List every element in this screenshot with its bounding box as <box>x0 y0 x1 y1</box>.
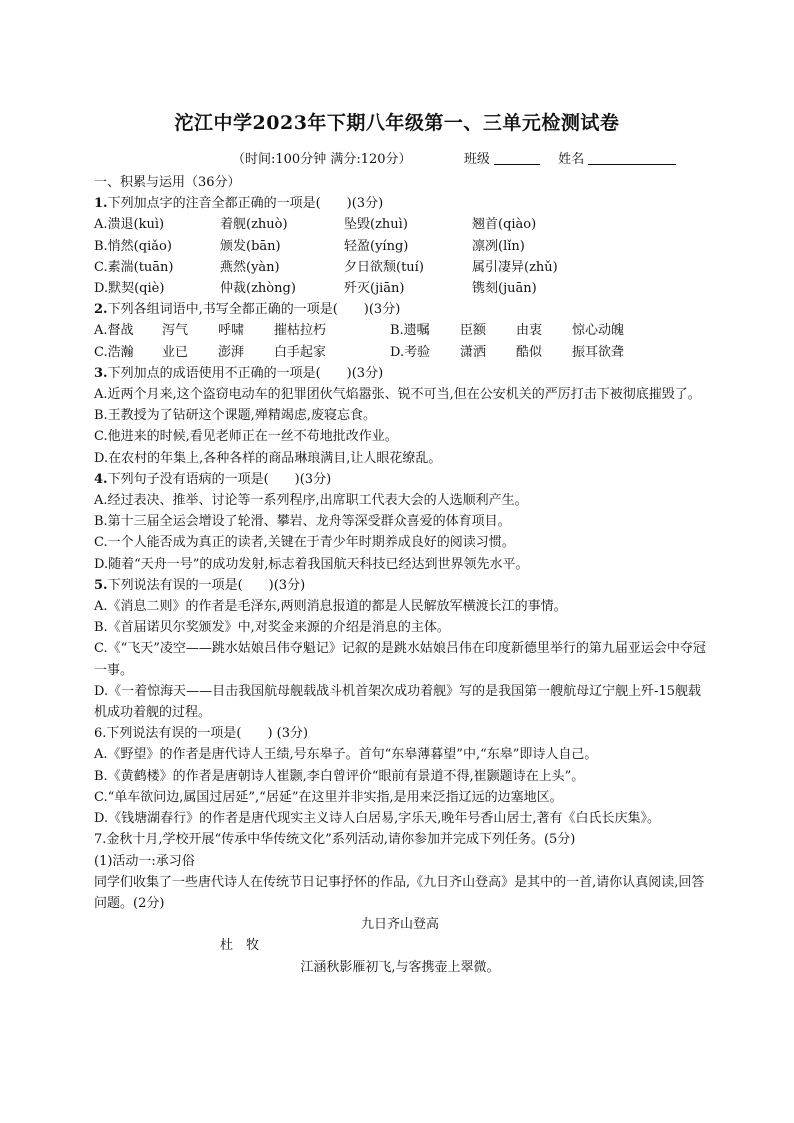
question-7-intro: 同学们收集了一些唐代诗人在传统节日记事抒怀的作品,《九日齐山登高》是其中的一首,请你认真阅读,回答问题。(2分) <box>94 874 705 911</box>
question-3-option-d: D.在农村的年集上,各种各样的商品琳琅满目,让人眼花缭乱。 <box>94 450 442 466</box>
question-1-option-row <box>94 278 706 299</box>
question-4-option-d: D.随着“天舟一号”的成功发射,标志着我国航天科技已经达到世界领先水平。 <box>94 556 529 572</box>
option-cell: 夕日欲颓(tuí) <box>344 259 424 275</box>
question-2-option-row <box>94 342 706 363</box>
name-blank[interactable] <box>588 151 676 165</box>
question-4-option-b: B.第十三届全运会增设了轮滑、攀岩、龙舟等深受群众喜爱的体育项目。 <box>94 514 511 530</box>
question-6-option-d: D.《钱塘湖春行》的作者是唐代现实主义诗人白居易,字乐天,晚年号香山居士,著有《白氏长庆集》。 <box>94 811 660 827</box>
exam-title: 沱江中学2023年下期八年级第一、三单元检测试卷 <box>174 112 620 134</box>
exam-info <box>232 148 676 167</box>
option-cell: 属引凄异(zhǔ) <box>472 259 558 275</box>
poem-line: 江涵秋影雁初飞,与客携壶上翠微。 <box>300 959 500 975</box>
option-cell: B.悄然(qiǎo) <box>94 238 172 254</box>
option-cell: 歼灭(jiān) <box>344 281 405 297</box>
option-cell: 颁发(bān) <box>220 238 281 254</box>
word-cell: 由衷 <box>516 323 543 339</box>
question-1-option-row <box>94 257 706 278</box>
question-5-option-c: C.《“飞天”凌空——跳水姑娘吕伟夺魁记》记叙的是跳水姑娘吕伟在印度新德里举行的第九届亚运会中夺冠一事。 <box>94 641 706 678</box>
question-1-option-row <box>94 236 706 257</box>
question-4-option-a: A.经过表决、推举、讨论等一系列程序,出席职工代表大会的人选顺利产生。 <box>94 493 528 509</box>
option-cell: 燕然(yàn) <box>220 259 280 275</box>
word-cell: A.督战 <box>94 323 134 339</box>
question-7-activity-1: (1)活动一:承习俗 <box>94 853 195 869</box>
option-cell: 着舰(zhuò) <box>220 217 288 233</box>
question-5-stem: 5.下列说法有误的一项是( )(3分) <box>94 577 306 593</box>
option-cell: 镌刻(juān) <box>472 281 537 297</box>
word-cell: B.遗嘱 <box>390 323 430 339</box>
word-cell: 臣额 <box>460 323 487 339</box>
word-cell: 摧枯拉朽 <box>274 323 327 339</box>
question-4-option-c: C.一个人能否成为真正的读者,关键在于青少年时期养成良好的阅读习惯。 <box>94 535 515 551</box>
word-cell: 泻气 <box>162 323 189 339</box>
class-blank[interactable] <box>494 151 540 165</box>
question-5-option-a: A.《消息二则》的作者是毛泽东,两则消息报道的都是人民解放军横渡长江的事情。 <box>94 599 567 615</box>
question-6-option-c: C.“单车欲问边,属国过居延”,“居延”在这里并非实指,是用来泛指辽远的边塞地区。 <box>94 789 563 805</box>
name-label: 姓名 <box>558 152 585 167</box>
word-cell: 酷似 <box>516 344 543 360</box>
option-cell: C.素湍(tuān) <box>94 259 174 275</box>
question-1-option-row <box>94 214 706 235</box>
word-cell: 白手起家 <box>274 344 327 360</box>
word-cell: 业已 <box>162 344 189 360</box>
word-cell: 潇洒 <box>460 344 487 360</box>
question-6-stem: 6.下列说法有误的一项是( ) (3分) <box>94 726 309 742</box>
question-5-option-b: B.《首届诺贝尔奖颁发》中,对奖金来源的介绍是消息的主体。 <box>94 620 450 636</box>
question-2-stem: 2.下列各组词语中,书写全都正确的一项是( )(3分) <box>94 302 401 318</box>
word-cell: 振耳欲聋 <box>572 344 625 360</box>
question-3-option-b: B.王教授为了钻研这个课题,殚精竭虑,废寝忘食。 <box>94 408 376 424</box>
question-2-option-row <box>94 320 706 341</box>
poem-title: 九日齐山登高 <box>360 917 439 933</box>
question-3-option-c: C.他进来的时候,看见老师正在一丝不苟地批改作业。 <box>94 429 398 445</box>
word-cell: 惊心动魄 <box>572 323 625 339</box>
question-5-option-d: D.《一着惊海天——目击我国航母舰载战斗机首架次成功着舰》写的是我国第一艘航母辽宁舰上歼-15舰载机成功着舰的过程。 <box>94 683 702 721</box>
poem-author: 杜 牧 <box>220 938 260 954</box>
question-3-stem: 3.下列加点的成语使用不正确的一项是( )(3分) <box>94 365 384 381</box>
question-6-option-a: A.《野望》的作者是唐代诗人王绩,号东皋子。首句“东皋薄暮望”中,“东皋”即诗人自己。 <box>94 747 598 763</box>
option-cell: 轻盈(yíng) <box>344 238 409 254</box>
word-cell: C.浩瀚 <box>94 344 134 360</box>
word-cell: 澎湃 <box>218 344 245 360</box>
option-cell: 凛冽(lǐn) <box>472 238 525 254</box>
exam-content <box>94 172 706 978</box>
question-4-stem: 4.下列句子没有语病的一项是( )(3分) <box>94 471 332 487</box>
question-3-option-a: A.近两个月来,这个盗窃电动车的犯罪团伙气焰嚣张、锐不可当,但在公安机关的严厉打击下被彻底摧毁了。 <box>94 387 701 403</box>
time-score-info: （时间:100分钟 满分:120分） <box>232 152 412 167</box>
option-cell: 仲裁(zhòng) <box>220 281 296 297</box>
word-cell: 呼啸 <box>218 323 245 339</box>
word-cell: D.考验 <box>390 344 431 360</box>
option-cell: 翘首(qiào) <box>472 217 537 233</box>
class-label: 班级 <box>463 152 490 167</box>
option-cell: 坠毁(zhuì) <box>344 217 408 233</box>
question-7-stem: 7.金秋十月,学校开展“传承中华传统文化”系列活动,请你参加并完成下列任务。(5分) <box>94 832 576 848</box>
question-1-stem: 1.下列加点字的注音全都正确的一项是( )(3分) <box>94 196 384 212</box>
question-6-option-b: B.《黄鹤楼》的作者是唐朝诗人崔颢,李白曾评价“眼前有景道不得,崔颢题诗在上头”。 <box>94 768 585 784</box>
section-heading: 一、积累与运用（36分） <box>94 175 241 190</box>
option-cell: D.默契(qiè) <box>94 281 165 297</box>
option-cell: A.溃退(kuì) <box>94 217 165 233</box>
